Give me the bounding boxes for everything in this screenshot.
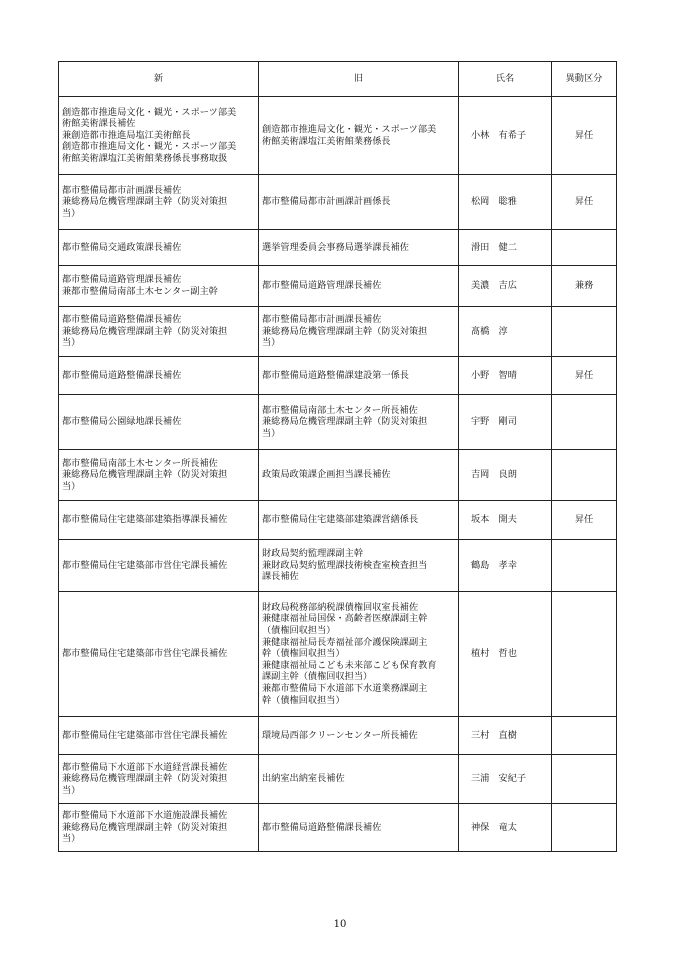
new-position-line: 都市整備局下水道部下水道施設課長補佐 [62, 810, 228, 822]
old-position-line: 課副主幹（債権回収担当） [262, 671, 373, 683]
old-position-line: 当） [262, 337, 281, 349]
new-position-cell [59, 755, 259, 804]
transfer-type-cell: 昇任 [552, 97, 617, 175]
old-position-line: 都市整備局都市計画課長補佐 [262, 314, 382, 326]
new-position-line: 当） [62, 337, 81, 349]
old-position-line: 兼健康福祉局長寿福祉部介護保険課副主 [262, 636, 428, 648]
old-position-line: 術館美術課塩江美術館業務係長 [262, 135, 391, 147]
table-row [59, 592, 617, 717]
new-position-cell [59, 175, 259, 230]
old-position-cell [259, 540, 459, 592]
new-position-cell [59, 501, 259, 540]
old-position-cell [259, 230, 459, 266]
new-position-cell [59, 540, 259, 592]
old-position-cell [259, 175, 459, 230]
new-position-line: 兼総務局危機管理課副主幹（防災対策担 [62, 773, 228, 785]
old-position-line: 課長補佐 [262, 571, 299, 583]
person-name-cell: 三浦 安紀子 [459, 755, 552, 804]
old-position-cell [259, 804, 459, 852]
old-position-line: 兼財政局契約監理課技術検査室検査担当 [262, 559, 428, 571]
new-position-line: 都市整備局住宅建築部市営住宅課長補佐 [62, 729, 228, 741]
old-position-line: 都市整備局道路整備課長補佐 [262, 821, 382, 833]
header-row [59, 62, 617, 97]
new-position-cell [59, 450, 259, 501]
transfer-type-cell: 昇任 [552, 501, 617, 540]
table-row [59, 175, 617, 230]
transfer-type-cell: 兼務 [552, 266, 617, 307]
old-position-cell [259, 395, 459, 450]
new-position-line: 兼創造都市推進局塩江美術館長 [62, 129, 191, 141]
new-position-line: 都市整備局都市計画課長補佐 [62, 184, 182, 196]
old-position-line: 政策局政策課企画担当課長補佐 [262, 469, 391, 481]
old-position-cell [259, 450, 459, 501]
old-position-line: 財政局税務部納税課債権回収室長補佐 [262, 601, 419, 613]
new-position-cell [59, 592, 259, 717]
header-type: 異動区分 [552, 62, 617, 97]
old-position-cell [259, 592, 459, 717]
new-position-line: 当） [62, 480, 81, 492]
new-position-line: 都市整備局道路整備課長補佐 [62, 369, 182, 381]
person-name-cell: 松岡 聡雅 [459, 175, 552, 230]
new-position-line: 都市整備局住宅建築部市営住宅課長補佐 [62, 648, 228, 660]
new-position-line: 当） [62, 784, 81, 796]
personnel-table [58, 61, 617, 852]
person-name-cell: 神保 竜太 [459, 804, 552, 852]
old-position-line: 兼総務局危機管理課副主幹（防災対策担 [262, 416, 428, 428]
table-body [59, 97, 617, 852]
person-name-cell: 鶴島 孝幸 [459, 540, 552, 592]
transfer-type-cell [552, 230, 617, 266]
new-position-cell [59, 804, 259, 852]
new-position-line: 都市整備局交通政策課長補佐 [62, 241, 182, 253]
new-position-cell [59, 395, 259, 450]
new-position-line: 術館美術課塩江美術館業務係長事務取扱 [62, 152, 228, 164]
new-position-cell [59, 357, 259, 395]
new-position-line: 都市整備局下水道部下水道経営課長補佐 [62, 761, 228, 773]
new-position-line: 当） [62, 833, 81, 845]
new-position-line: 都市整備局道路管理課長補佐 [62, 274, 182, 286]
new-position-line: 都市整備局道路整備課長補佐 [62, 314, 182, 326]
page-number: 10 [333, 919, 347, 930]
transfer-type-cell [552, 395, 617, 450]
person-name-cell: 髙橋 淳 [459, 307, 552, 357]
table-row [59, 266, 617, 307]
new-position-line: 創造都市推進局文化・観光・スポーツ部美 [62, 106, 237, 118]
old-position-line: 都市整備局都市計画課計画係長 [262, 196, 391, 208]
new-position-line: 兼総務局危機管理課副主幹（防災対策担 [62, 196, 228, 208]
person-name-cell: 吉岡 良朗 [459, 450, 552, 501]
old-position-cell [259, 97, 459, 175]
person-name-cell: 美濃 吉広 [459, 266, 552, 307]
new-position-line: 兼総務局危機管理課副主幹（防災対策担 [62, 325, 228, 337]
transfer-type-cell: 昇任 [552, 357, 617, 395]
table-row [59, 357, 617, 395]
table-row [59, 97, 617, 175]
new-position-line: 兼総務局危機管理課副主幹（防災対策担 [62, 821, 228, 833]
table-row [59, 717, 617, 755]
old-position-line: 選挙管理委員会事務局選挙課長補佐 [262, 241, 409, 253]
table-row [59, 540, 617, 592]
new-position-cell [59, 717, 259, 755]
new-position-line: 都市整備局住宅建築部市営住宅課長補佐 [62, 559, 228, 571]
new-position-line: 都市整備局公園緑地課長補佐 [62, 416, 182, 428]
old-position-line: 都市整備局南部土木センター所長補佐 [262, 404, 418, 416]
table-row [59, 450, 617, 501]
old-position-line: 幹（債権回収担当） [262, 694, 345, 706]
new-position-line: 創造都市推進局文化・観光・スポーツ部美 [62, 141, 237, 153]
transfer-type-cell [552, 540, 617, 592]
table-row [59, 307, 617, 357]
table-row [59, 501, 617, 540]
new-position-line: 当） [62, 207, 81, 219]
new-position-line: 兼総務局危機管理課副主幹（防災対策担 [62, 469, 228, 481]
old-position-line: 兼都市整備局下水道部下水道業務課副主 [262, 682, 428, 694]
old-position-line: 財政局契約監理課副主幹 [262, 548, 364, 560]
table-row [59, 804, 617, 852]
old-position-line: （債権回収担当） [262, 625, 336, 637]
transfer-type-cell [552, 307, 617, 357]
new-position-line: 術館美術課長補佐 [62, 118, 136, 130]
transfer-type-cell [552, 592, 617, 717]
old-position-cell [259, 357, 459, 395]
person-name-cell: 小野 智晴 [459, 357, 552, 395]
transfer-type-cell [552, 804, 617, 852]
new-position-cell [59, 230, 259, 266]
new-position-cell [59, 97, 259, 175]
header-old: 旧 [259, 62, 459, 97]
table-row [59, 395, 617, 450]
old-position-cell [259, 501, 459, 540]
person-name-cell: 宇野 剛司 [459, 395, 552, 450]
old-position-line: 都市整備局住宅建築部建築課営繕係長 [262, 514, 419, 526]
old-position-line: 都市整備局道路整備課建設第一係長 [262, 369, 409, 381]
new-position-cell [59, 307, 259, 357]
old-position-line: 兼健康福祉局こども未来部こども保育教育 [262, 659, 437, 671]
transfer-type-cell [552, 717, 617, 755]
header-name: 氏名 [459, 62, 552, 97]
table-row [59, 755, 617, 804]
transfer-type-cell [552, 755, 617, 804]
old-position-cell [259, 266, 459, 307]
transfer-type-cell: 昇任 [552, 175, 617, 230]
old-position-cell [259, 717, 459, 755]
old-position-cell [259, 755, 459, 804]
old-position-line: 兼健康福祉局国保・高齢者医療課副主幹 [262, 613, 428, 625]
old-position-line: 幹（債権回収担当） [262, 648, 345, 660]
old-position-line: 兼総務局危機管理課副主幹（防災対策担 [262, 325, 428, 337]
header-new: 新 [59, 62, 259, 97]
person-name-cell: 三村 直樹 [459, 717, 552, 755]
old-position-line: 環境局西部クリーンセンター所長補佐 [262, 729, 418, 741]
new-position-cell [59, 266, 259, 307]
old-position-line: 当） [262, 427, 281, 439]
person-name-cell: 坂本 開夫 [459, 501, 552, 540]
old-position-cell [259, 307, 459, 357]
table-row [59, 230, 617, 266]
old-position-line: 都市整備局道路管理課長補佐 [262, 280, 382, 292]
person-name-cell: 小林 有希子 [459, 97, 552, 175]
new-position-line: 都市整備局住宅建築部建築指導課長補佐 [62, 514, 228, 526]
person-name-cell: 滑田 健二 [459, 230, 552, 266]
new-position-line: 都市整備局南部土木センター所長補佐 [62, 457, 218, 469]
person-name-cell: 植村 哲也 [459, 592, 552, 717]
new-position-line: 兼都市整備局南部土木センター副主幹 [62, 286, 218, 297]
old-position-line: 創造都市推進局文化・観光・スポーツ部美 [262, 123, 437, 135]
personnel-table-container [58, 61, 616, 852]
old-position-line: 出納室出納室長補佐 [262, 773, 345, 785]
transfer-type-cell [552, 450, 617, 501]
